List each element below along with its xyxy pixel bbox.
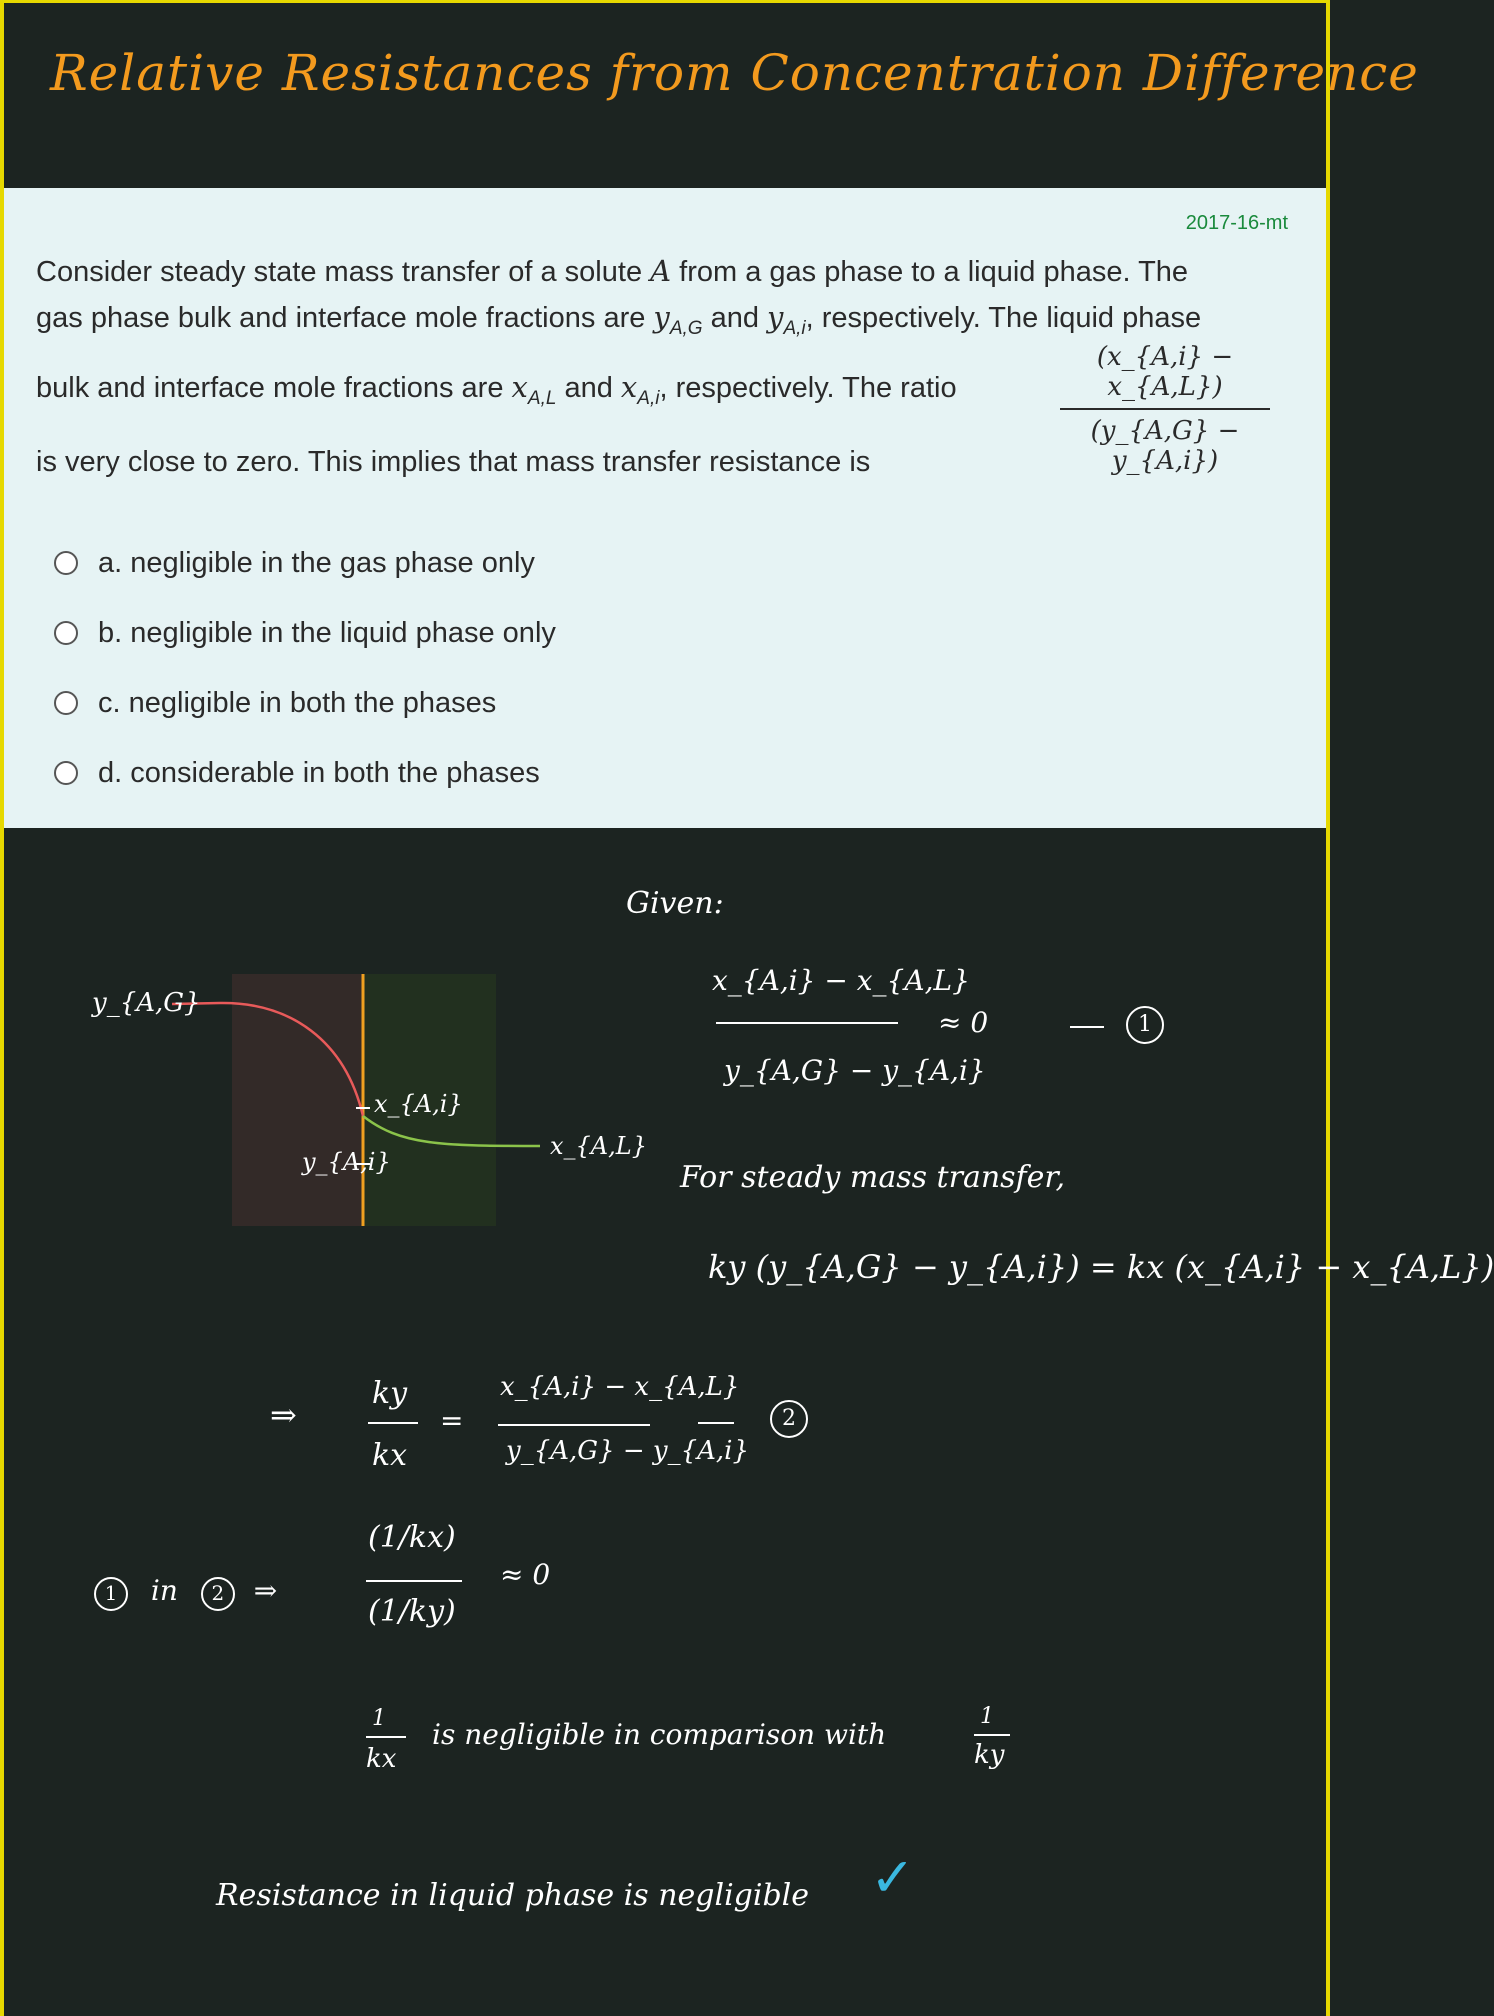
radio-button[interactable] <box>54 761 78 785</box>
label-x-Ai: x_{A,i} <box>374 1090 463 1118</box>
var-y-Ai: y <box>767 300 784 334</box>
text-segment: bulk and interface mole fractions are <box>36 372 512 404</box>
equals-sign: = <box>440 1404 464 1437</box>
substitution-step: 1 in 2 ⇒ <box>94 1574 277 1611</box>
inv-kx: (1/kx) <box>368 1520 456 1555</box>
label-y-Ai: y_{A,i} <box>302 1148 391 1176</box>
question-line-2 <box>36 300 1202 339</box>
eq1-numerator: x_{A,i} − x_{A,L} <box>712 964 970 997</box>
fraction-bar <box>498 1424 650 1426</box>
option-d[interactable] <box>54 738 556 808</box>
given-label: Given: <box>626 886 724 921</box>
one-numerator-2: 1 <box>980 1704 994 1729</box>
ratio-denominator: (y_{A,G} − y_{A,i}) <box>1090 416 1240 476</box>
option-label: b. negligible in the liquid phase only <box>98 616 556 649</box>
answer-options <box>54 528 556 808</box>
approx-zero: ≈ 0 <box>500 1558 551 1591</box>
option-label: a. negligible in the gas phase only <box>98 546 535 579</box>
var-y-AG: y <box>653 300 670 334</box>
check-mark-icon: ✓ <box>870 1846 916 1909</box>
eq1-tag: 1 <box>1126 1006 1164 1044</box>
fraction-bar <box>1060 408 1270 410</box>
text-segment: and <box>556 372 621 404</box>
text-segment: gas phase bulk and interface mole fractions are <box>36 302 654 334</box>
negligible-text: is negligible in comparison with <box>432 1718 887 1751</box>
one-numerator: 1 <box>372 1706 386 1731</box>
question-line-4: is very close to zero. This implies that mass transfer resistance is <box>36 446 871 478</box>
question-line-1 <box>36 254 1188 289</box>
var-A: A <box>650 254 672 288</box>
eq1-denominator: y_{A,G} − y_{A,i} <box>724 1054 986 1087</box>
page-title: Relative Resistances from Concentration Difference <box>50 44 1419 102</box>
question-tag: 2017-16-mt <box>1185 212 1288 234</box>
subscript: A,G <box>669 318 703 339</box>
radio-button[interactable] <box>54 551 78 575</box>
label-y-AG: y_{A,G} <box>92 988 201 1018</box>
text-segment: , respectively. The liquid phase <box>805 302 1202 334</box>
subscript: A,i <box>637 388 660 409</box>
fraction-bar <box>368 1422 418 1424</box>
option-label: d. considerable in both the phases <box>98 756 540 789</box>
text-segment: from a gas phase to a liquid phase. The <box>671 256 1189 288</box>
fraction-bar <box>366 1736 406 1738</box>
gas-film-region <box>232 974 362 1226</box>
radio-button[interactable] <box>54 621 78 645</box>
implies-arrow: ⇒ <box>270 1396 297 1434</box>
subscript: A,L <box>527 388 557 409</box>
ratio-fraction <box>1060 342 1270 476</box>
radio-button[interactable] <box>54 691 78 715</box>
eq1-approx: ≈ 0 <box>938 1006 989 1039</box>
text-segment: , respectively. The ratio <box>659 372 957 404</box>
option-c[interactable] <box>54 668 556 738</box>
option-b[interactable] <box>54 598 556 668</box>
option-a[interactable] <box>54 528 556 598</box>
ky-numerator: ky <box>372 1376 408 1411</box>
label-x-AL: x_{A,L} <box>550 1132 647 1160</box>
dash <box>698 1422 734 1424</box>
eq1-fraction-bar <box>716 1022 898 1024</box>
question-line-3 <box>36 370 957 409</box>
var-x-AL: x <box>511 370 528 404</box>
kx-term: kx <box>366 1744 397 1774</box>
option-label: c. negligible in both the phases <box>98 686 497 719</box>
text-segment: and <box>702 302 768 334</box>
question-card <box>4 188 1326 828</box>
kx-denominator: kx <box>372 1438 408 1473</box>
inv-ky: (1/ky) <box>368 1594 456 1629</box>
eq2-numerator: x_{A,i} − x_{A,L} <box>500 1372 740 1402</box>
var-x-Ai: x <box>620 370 638 404</box>
flux-equation: ky (y_{A,G} − y_{A,i}) = kx (x_{A,i} − x_{A,L}) <box>708 1248 1494 1286</box>
eq2-denominator: y_{A,G} − y_{A,i} <box>506 1436 750 1466</box>
subscript: A,i <box>783 318 806 339</box>
text-segment: Consider steady state mass transfer of a solute <box>36 256 651 288</box>
eq2-tag: 2 <box>770 1400 808 1438</box>
dash <box>1070 1026 1104 1028</box>
fraction-bar <box>974 1734 1010 1736</box>
fraction-bar <box>366 1580 462 1582</box>
steady-transfer-text: For steady mass transfer, <box>680 1160 1065 1195</box>
ky-term: ky <box>974 1740 1005 1770</box>
conclusion-text: Resistance in liquid phase is negligible <box>216 1878 810 1913</box>
ratio-numerator: (x_{A,i} − x_{A,L}) <box>1096 342 1234 402</box>
